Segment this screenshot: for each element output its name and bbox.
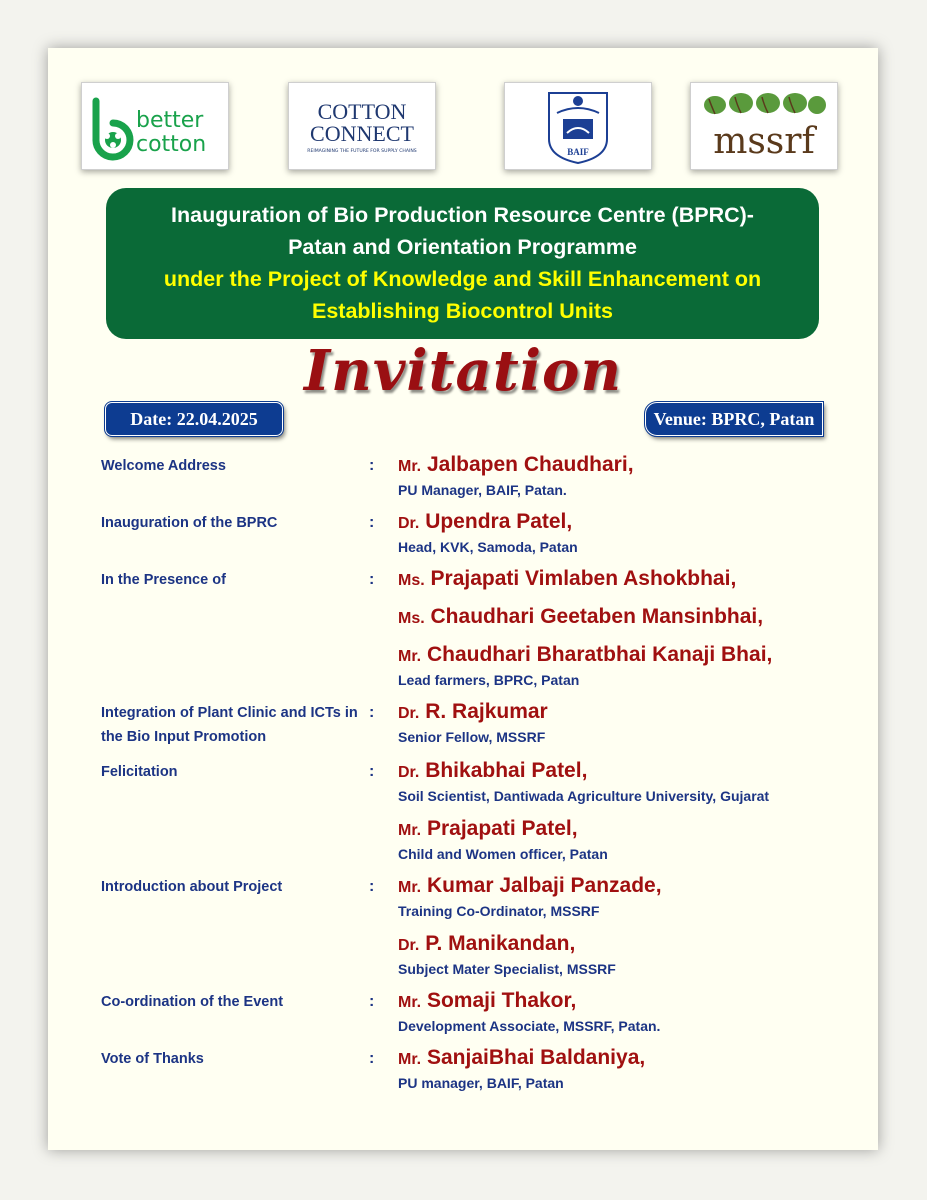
- banner-line-3: under the Project of Knowledge and Skill Enhancement on: [163, 267, 762, 291]
- person-role: Lead farmers, BPRC, Patan: [398, 672, 580, 688]
- baif-logo: [504, 82, 652, 170]
- honorific: Dr.: [398, 515, 420, 532]
- person-name: Upendra Patel: [425, 510, 567, 533]
- agenda-person: [398, 699, 841, 747]
- agenda-row: [101, 452, 841, 500]
- person-name: Prajapati Vimlaben Ashokbhai: [430, 567, 731, 590]
- event-title-banner: [106, 188, 819, 339]
- person-name: Chaudhari Geetaben Mansinbhai: [430, 605, 758, 628]
- date-badge: Date: 22.04.2025: [105, 402, 283, 436]
- banner-line-4: Establishing Biocontrol Units: [311, 299, 613, 323]
- agenda-colon: :: [369, 878, 375, 895]
- agenda-label: Inauguration of the BPRC: [101, 515, 278, 531]
- agenda-person: [398, 816, 841, 864]
- agenda-colon: :: [369, 704, 375, 721]
- venue-badge: Venue: BPRC, Patan: [645, 402, 823, 436]
- agenda-person: [398, 509, 841, 557]
- agenda-colon: :: [369, 571, 375, 588]
- mssrf-logo: [690, 82, 838, 170]
- name-suffix: ,: [571, 817, 578, 840]
- agenda-colon: :: [369, 1050, 375, 1067]
- person-role: Head, KVK, Samoda, Patan: [398, 539, 578, 555]
- agenda-colon: :: [369, 514, 375, 531]
- agenda-list: [101, 452, 841, 1102]
- name-suffix: ,: [639, 1046, 646, 1069]
- agenda-colon: :: [369, 763, 375, 780]
- agenda-label: Welcome Address: [101, 458, 226, 474]
- cotton-connect-line2: CONNECT: [310, 121, 414, 146]
- agenda-label: Introduction about Project: [101, 879, 283, 895]
- name-suffix: ,: [757, 605, 764, 628]
- name-suffix: ,: [569, 932, 576, 955]
- agenda-row: [101, 699, 841, 749]
- better-cotton-logo: [81, 82, 229, 170]
- agenda-row: [101, 509, 841, 557]
- person-role: Development Associate, MSSRF, Patan.: [398, 1018, 661, 1034]
- agenda-person: [398, 1045, 841, 1093]
- baif-text: BAIF: [567, 147, 589, 157]
- agenda-person: [398, 642, 841, 690]
- agenda-person: [398, 604, 841, 632]
- name-suffix: ,: [570, 989, 577, 1012]
- honorific: Dr.: [398, 705, 420, 722]
- person-role: Senior Fellow, MSSRF: [398, 729, 546, 745]
- agenda-row: [101, 873, 841, 979]
- name-suffix: ,: [730, 567, 737, 590]
- person-name: Jalbapen Chaudhari: [426, 453, 628, 476]
- invitation-heading: Invitation: [303, 338, 623, 404]
- person-role: PU manager, BAIF, Patan: [398, 1075, 564, 1091]
- honorific: Mr.: [398, 458, 422, 475]
- agenda-person: [398, 873, 841, 921]
- person-role: PU Manager, BAIF, Patan.: [398, 482, 567, 498]
- name-suffix: ,: [627, 453, 634, 476]
- agenda-person: [398, 566, 841, 594]
- person-name: Bhikabhai Patel: [425, 759, 582, 782]
- agenda-colon: :: [369, 993, 375, 1010]
- person-name: Kumar Jalbaji Panzade: [426, 874, 656, 897]
- person-role: Subject Mater Specialist, MSSRF: [398, 961, 616, 977]
- invitation-card: [48, 48, 878, 1150]
- agenda-label: Co-ordination of the Event: [101, 994, 284, 1010]
- agenda-label: Felicitation: [101, 764, 178, 780]
- cotton-connect-tagline: REIMAGINING THE FUTURE FOR SUPPLY CHAINS: [307, 149, 417, 154]
- agenda-person: [398, 452, 841, 500]
- agenda-label: In the Presence of: [101, 572, 226, 588]
- name-suffix: ,: [566, 510, 573, 533]
- honorific: Ms.: [398, 610, 425, 627]
- agenda-person: [398, 931, 841, 979]
- honorific: Ms.: [398, 572, 425, 589]
- name-suffix: ,: [655, 874, 662, 897]
- agenda-row: [101, 566, 841, 690]
- person-role: Child and Women officer, Patan: [398, 846, 608, 862]
- agenda-label: Vote of Thanks: [101, 1051, 204, 1067]
- person-role: Soil Scientist, Dantiwada Agriculture University, Gujarat: [398, 788, 770, 804]
- honorific: Dr.: [398, 937, 420, 954]
- honorific: Dr.: [398, 764, 420, 781]
- name-suffix: ,: [581, 759, 588, 782]
- better-cotton-line2: cotton: [136, 132, 207, 157]
- person-name: Chaudhari Bharatbhai Kanaji Bhai: [426, 643, 767, 666]
- person-name: Prajapati Patel: [426, 817, 572, 840]
- name-suffix: ,: [766, 643, 773, 666]
- person-name: R. Rajkumar: [425, 700, 548, 723]
- agenda-row: [101, 758, 841, 864]
- agenda-label: Integration of Plant Clinic and ICTs in the Bio Input Promotion: [101, 705, 358, 745]
- agenda-person: [398, 758, 841, 806]
- honorific: Mr.: [398, 822, 422, 839]
- person-name: SanjaiBhai Baldaniya: [426, 1046, 640, 1069]
- better-cotton-line1: better: [136, 108, 204, 133]
- honorific: Mr.: [398, 1051, 422, 1068]
- person-name: P. Manikandan: [425, 932, 570, 955]
- cotton-connect-logo: [288, 82, 436, 170]
- agenda-person: [398, 988, 841, 1036]
- mssrf-text: mssrf: [713, 121, 815, 162]
- person-role: Training Co-Ordinator, MSSRF: [398, 903, 600, 919]
- cotton-connect-line1: COTTON: [317, 99, 407, 124]
- agenda-colon: :: [369, 457, 375, 474]
- agenda-row: [101, 988, 841, 1036]
- agenda-row: [101, 1045, 841, 1093]
- honorific: Mr.: [398, 879, 422, 896]
- person-name: Somaji Thakor: [426, 989, 571, 1012]
- honorific: Mr.: [398, 648, 422, 665]
- banner-line-1: Inauguration of Bio Production Resource Centre (BPRC)-: [171, 203, 754, 227]
- banner-line-2: Patan and Orientation Programme: [288, 235, 637, 259]
- honorific: Mr.: [398, 994, 422, 1011]
